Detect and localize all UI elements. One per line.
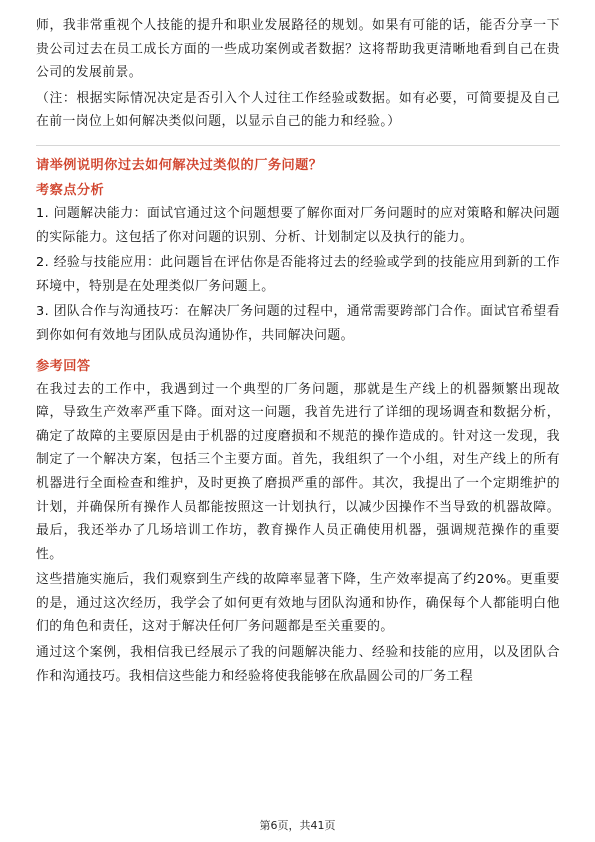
note-paragraph: （注：根据实际情况决定是否引入个人过往工作经验或数据。如有必要，可简要提及自己在前一岗位上如何解决类似问题，以显示自己的能力和经验。） bbox=[36, 90, 560, 130]
intro-paragraph: 师，我非常重视个人技能的提升和职业发展路径的规划。如果有可能的话，能否分享一下贵公司过去在员工成长方面的一些成功案例或者数据？这将帮助我更清晰地看到自己在贵公司的发展前景。 bbox=[36, 18, 560, 81]
answer-paragraph-2: 这些措施实施后，我们观察到生产线的故障率显著下降，生产效率提高了约20%。更重要的是，通过这次经历，我学会了如何更有效地与团队沟通和协作，确保每个人都能明白他们的角色和责任，这对于解决任何厂务问题都是至关重要的。 bbox=[36, 572, 560, 635]
question-title: 请举例说明你过去如何解决过类似的厂务问题？ bbox=[36, 157, 323, 173]
answer-paragraph-1: 在我过去的工作中，我遇到过一个典型的厂务问题，那就是生产线上的机器频繁出现故障，导致生产效率严重下降。面对这一问题，我首先进行了详细的现场调查和数据分析，确定了故障的主要原因是由于机器的过度磨损和不规范的操作造成的。针对这一发现，我制定了一个解决方案，包括三个主要方面。首先，我组织了一个小组，对生产线上的所有机器进行全面检查和维护，及时更换了磨损严重的部件。其次，我提出了一个定期维护的计划，并确保所有操作人员都能按照这一计划执行，以减少因操作不当导致的机器故障。最后，我还举办了几场培训工作坊，教育操作人员正确使用机器，强调规范操作的重要性。 bbox=[36, 381, 560, 562]
section-divider bbox=[36, 145, 560, 146]
analysis-point-1: 1. 问题解决能力：面试官通过这个问题想要了解你面对厂务问题时的应对策略和解决问题的实际能力。这包括了你对问题的识别、分析、计划制定以及执行的能力。 bbox=[36, 205, 560, 245]
analysis-point-2: 2. 经验与技能应用：此问题旨在评估你是否能将过去的经验或学到的技能应用到新的工作环境中，特别是在处理类似厂务问题上。 bbox=[36, 255, 560, 294]
analysis-point-3: 3. 团队合作与沟通技巧：在解决厂务问题的过程中，通常需要跨部门合作。面试官希望看到你如何有效地与团队成员沟通协作，共同解决问题。 bbox=[36, 304, 560, 343]
page-number: 第6页，共41页 bbox=[259, 819, 336, 832]
page-content bbox=[36, 14, 560, 688]
answer-heading: 参考回答 bbox=[36, 358, 91, 374]
answer-paragraph-3: 通过这个案例，我相信我已经展示了我的问题解决能力、经验和技能的应用，以及团队合作和沟通技巧。我相信这些能力和经验将使我能够在欣晶圆公司的厂务工程 bbox=[36, 645, 560, 684]
analysis-heading: 考察点分析 bbox=[36, 182, 105, 198]
